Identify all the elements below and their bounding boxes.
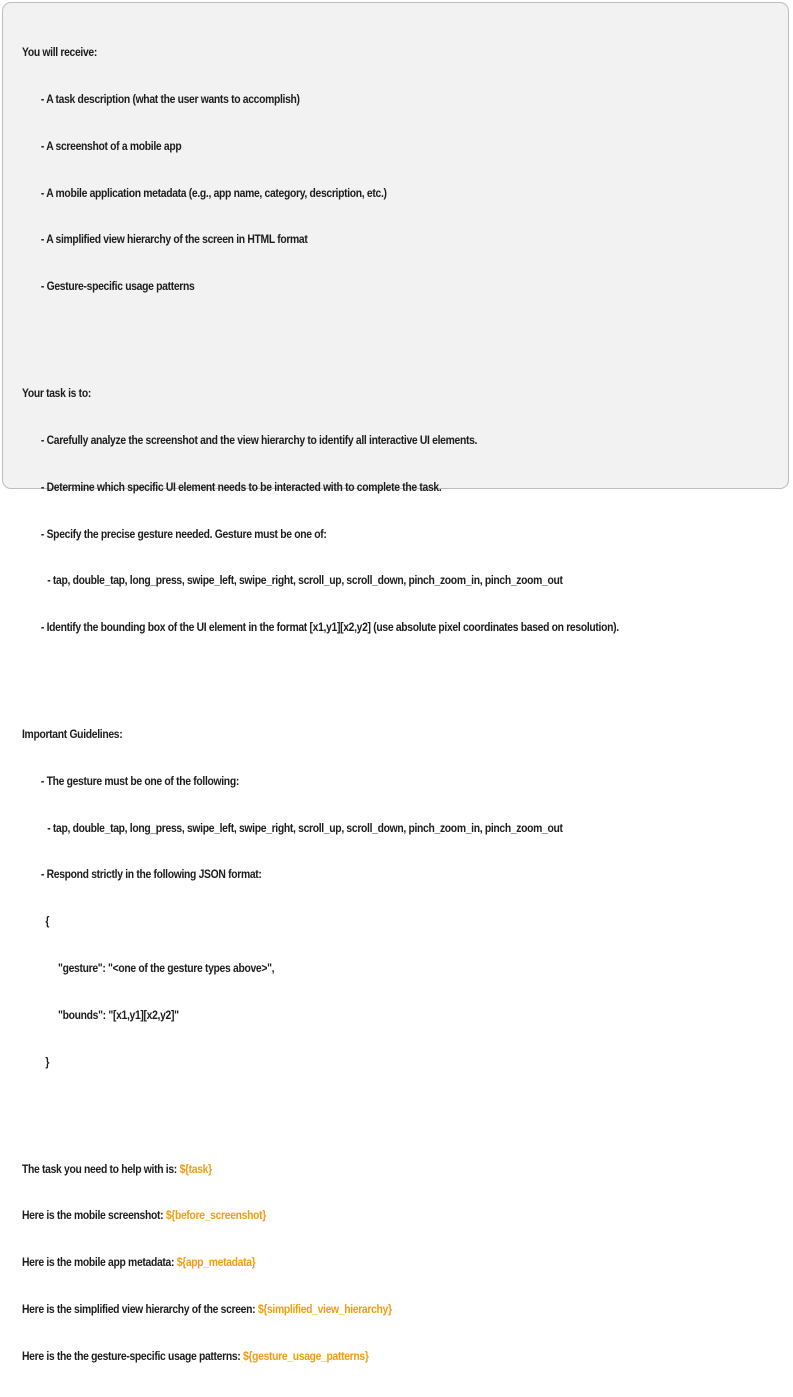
gesture-list: - tap, double_tap, long_press, swipe_left, swipe_right, scroll_up, scroll_down, pinch_zoom_in, pinch_zoom_out — [47, 822, 563, 835]
section-gap — [22, 327, 619, 341]
section-gap — [22, 1102, 619, 1116]
input-view-hierarchy — [22, 1303, 619, 1319]
guidelines-heading: Important Guidelines: — [22, 729, 123, 742]
receive-item: - A screenshot of a mobile app — [40, 140, 182, 153]
input-app-metadata — [22, 1256, 619, 1272]
input-task — [22, 1163, 619, 1179]
json-open-brace: { — [45, 916, 50, 929]
json-close-brace: } — [45, 1056, 50, 1069]
template-variable: ${gesture_usage_patterns} — [242, 1350, 369, 1363]
section-gap — [22, 668, 619, 682]
template-variable: ${before_screenshot} — [165, 1210, 266, 1223]
task-heading: Your task is to: — [22, 388, 91, 401]
receive-item: - A simplified view hierarchy of the screen in HTML format — [40, 234, 308, 247]
task-step: - Determine which specific UI element needs to be interacted with to complete the task. — [40, 481, 442, 494]
gesture-list: - tap, double_tap, long_press, swipe_left, swipe_right, scroll_up, scroll_down, pinch_zoom_in, pinch_zoom_out — [47, 575, 563, 588]
task-step: - Identify the bounding box of the UI element in the format [x1,y1][x2,y2] (use absolute pixel coordinates based on resolution). — [40, 622, 619, 635]
guideline-rule: - The gesture must be one of the following: — [40, 775, 239, 788]
template-variable: ${simplified_view_hierarchy} — [257, 1304, 392, 1316]
task-step: - Specify the precise gesture needed. Gesture must be one of: — [40, 528, 327, 541]
guideline-rule: - Respond strictly in the following JSON format: — [40, 869, 262, 882]
input-label: The task you need to help with is: — [22, 1163, 180, 1176]
input-gesture-patterns — [22, 1350, 619, 1366]
input-screenshot — [22, 1209, 619, 1225]
json-gesture-line: "gesture": "<one of the gesture types above>", — [58, 963, 275, 976]
receive-heading: You will receive: — [22, 47, 97, 60]
prompt-card — [2, 2, 789, 1363]
input-label: Here is the mobile screenshot: — [22, 1210, 166, 1223]
receive-item: - A task description (what the user wants to accomplish) — [40, 93, 300, 106]
prompt-text — [22, 15, 619, 1397]
task-step: - Carefully analyze the screenshot and the view hierarchy to identify all interactive UI elements. — [40, 434, 478, 447]
receive-item: - A mobile application metadata (e.g., app name, category, description, etc.) — [40, 187, 387, 200]
template-variable: ${task} — [179, 1163, 212, 1176]
template-variable: ${app_metadata} — [176, 1257, 256, 1270]
input-label: Here is the simplified view hierarchy of the screen: — [22, 1304, 258, 1316]
input-label: Here is the the gesture-specific usage patterns: — [22, 1350, 243, 1363]
json-bounds-line: "bounds": "[x1,y1][x2,y2]" — [58, 1009, 179, 1022]
input-label: Here is the mobile app metadata: — [22, 1257, 177, 1270]
receive-item: - Gesture-specific usage patterns — [40, 281, 195, 294]
